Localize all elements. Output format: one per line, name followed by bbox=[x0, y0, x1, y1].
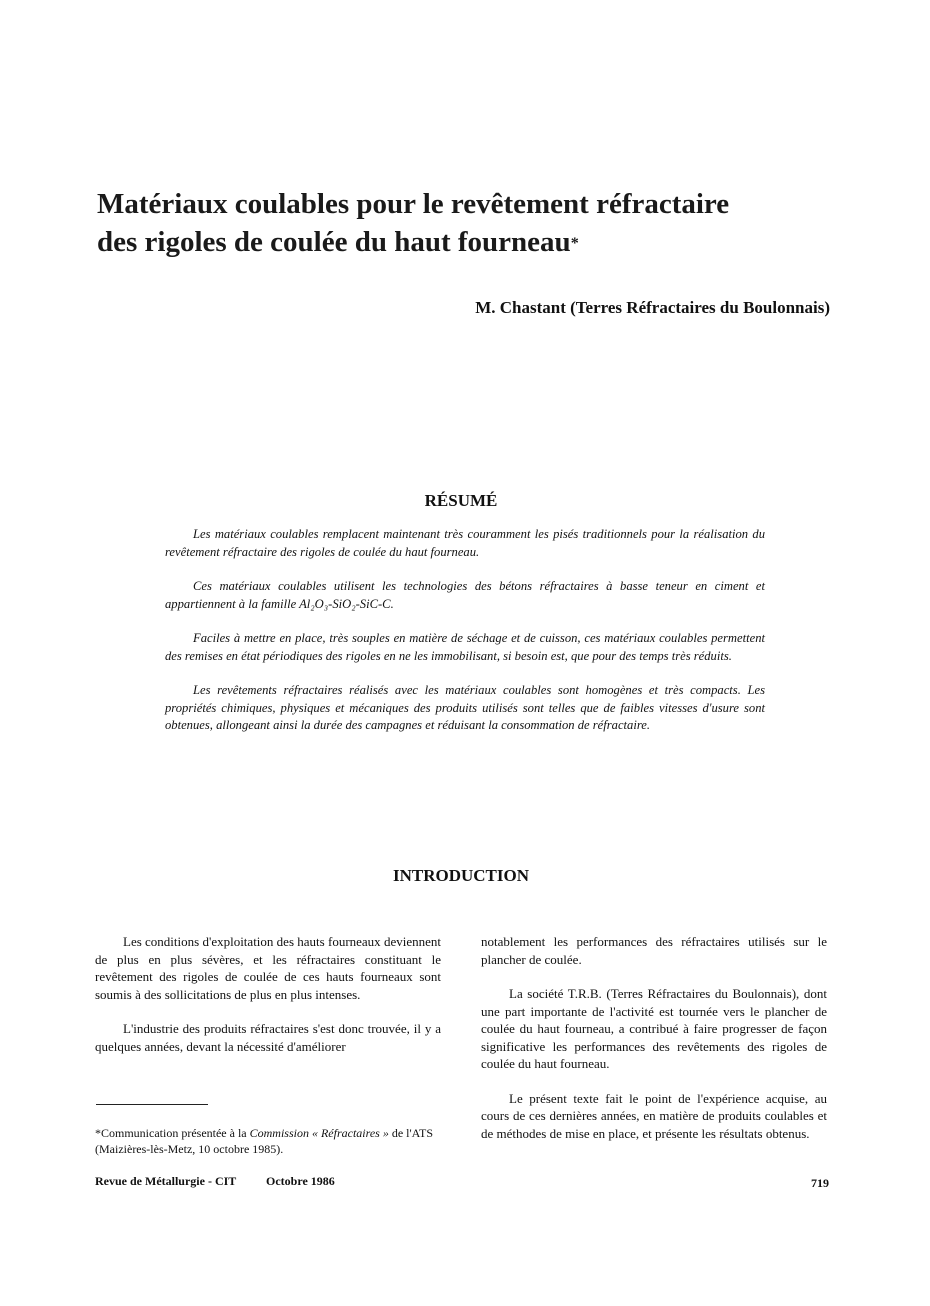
abstract-paragraph: Faciles à mettre en place, très souples en matière de séchage et de cuisson, ces matériaux coulables permettent des remises en état périodiques des rigoles en ne les immobilisant, si besoin est, que pour des temps très réduits. bbox=[165, 631, 765, 663]
body-paragraph: La société T.R.B. (Terres Réfractaires du Boulonnais), dont une part importante de l'activité est tournée vers le plancher de coulée du haut fourneau, a contribué à faire progresser de façon significative les performances des revêtements des rigoles de coulée du haut fourneau. bbox=[481, 986, 827, 1071]
body-paragraph: Le présent texte fait le point de l'expérience acquise, au cours de ces dernières années, en matière de produits coulables et de méthodes de mise en place, et présente les résultats obtenus. bbox=[481, 1090, 827, 1141]
abstract bbox=[165, 526, 765, 752]
footnote-suffix: de l'ATS (Maizières-lès-Metz, 10 octobre 1985). bbox=[95, 1126, 434, 1156]
body-paragraph: notablement les performances des réfractaires utilisés sur le plancher de coulée. bbox=[481, 934, 827, 967]
resume-heading: RÉSUMÉ bbox=[424, 491, 498, 510]
page-number: 719 bbox=[811, 1176, 829, 1190]
abstract-paragraph: Les matériaux coulables remplacent maintenant très couramment les pisés traditionnels pour la réalisation du revêtement réfractaire des rigoles de coulée du haut fourneau. bbox=[165, 527, 765, 559]
abstract-paragraph: Les revêtements réfractaires réalisés avec les matériaux coulables sont homogènes et très compacts. Les propriétés chimiques, physiques et mécaniques des produits utilisés sont telles que de faibles vitesses d'usure sont obtenues, allongeant ainsi la durée des campagnes et réduisant la consommation de réfractaire. bbox=[165, 683, 765, 732]
body-paragraph: L'industrie des produits réfractaires s'est donc trouvée, il y a quelques années, devant la nécessité d'améliorer bbox=[95, 1021, 441, 1054]
body-paragraph: Les conditions d'exploitation des hauts fourneaux deviennent de plus en plus sévères, et les réfractaires constituant le revêtement des rigoles de coulée de ces hauts fourneaux sont soumis à des sollicitations de plus en plus intenses. bbox=[95, 934, 441, 1002]
right-column bbox=[481, 933, 827, 1159]
abstract-paragraph: Ces matériaux coulables utilisent les technologies des bétons réfractaires à basse teneur en ciment et appartiennent à la famille Al₂O₃-SiO₂-SiC-C. bbox=[165, 579, 765, 611]
introduction-heading: INTRODUCTION bbox=[392, 866, 530, 885]
footnote-rule bbox=[96, 1104, 208, 1105]
footer-date: Octobre 1986 bbox=[266, 1174, 335, 1188]
author-line: M. Chastant (Terres Réfractaires du Boulonnais) bbox=[475, 298, 830, 317]
footnote-prefix: *Communication présentée à la bbox=[95, 1126, 250, 1140]
footnote-commission: Commission « Réfractaires » bbox=[249, 1126, 389, 1140]
left-column bbox=[95, 933, 441, 1072]
title-footnote-mark: * bbox=[570, 235, 579, 252]
footnote bbox=[95, 1125, 475, 1157]
title-line-2-text: des rigoles de coulée du haut fourneau bbox=[97, 226, 571, 258]
title-line-1: Matériaux coulables pour le revêtement réfractaire bbox=[97, 188, 730, 220]
title-line-2 bbox=[97, 223, 817, 261]
footer-journal: Revue de Métallurgie - CIT bbox=[95, 1174, 237, 1188]
article-title bbox=[97, 185, 817, 261]
